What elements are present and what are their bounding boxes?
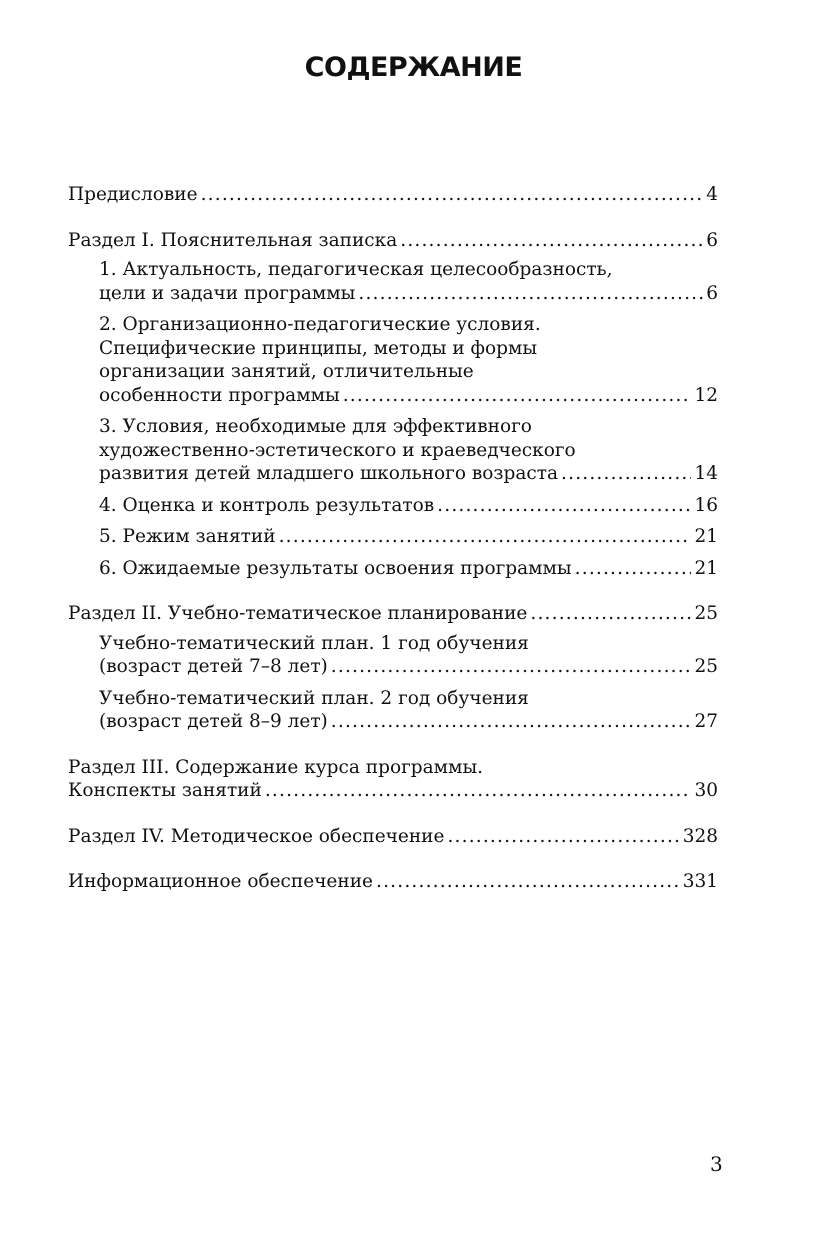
toc-entry-title: 5. Режим занятий xyxy=(99,526,276,547)
dot-leader xyxy=(265,779,692,803)
toc-entry-title: Специфические принципы, методы и формы xyxy=(99,337,538,359)
dot-leader xyxy=(376,870,680,894)
toc-entry-information[interactable] xyxy=(68,870,718,894)
toc-entry-section-1[interactable] xyxy=(68,229,718,253)
dot-leader xyxy=(279,525,692,549)
toc-entry-1-6[interactable] xyxy=(68,557,718,581)
toc-entry-title: Информационное обеспечение xyxy=(68,871,373,892)
toc-entry-title: (возраст детей 8–9 лет) xyxy=(99,711,328,732)
toc-entry-title: Конспекты занятий xyxy=(68,780,262,801)
toc-entry-title: организации занятий, отличительные xyxy=(99,361,474,382)
toc-entry-2-2[interactable] xyxy=(68,687,718,734)
toc-entry-1-1[interactable] xyxy=(68,258,718,305)
toc-entry-title: особенности программы xyxy=(99,384,340,406)
toc-entry-1-4[interactable] xyxy=(68,494,718,518)
toc-entry-title: Раздел IV. Методическое обеспечение xyxy=(68,825,445,847)
toc-entry-title: 6. Ожидаемые результаты освоения программы xyxy=(99,557,572,579)
toc-page-number: 6 xyxy=(706,229,718,251)
dot-leader xyxy=(575,557,692,581)
dot-leader xyxy=(343,384,692,408)
page-number: 3 xyxy=(710,1152,723,1176)
toc-entry-title: Учебно-тематический план. 2 год обучения xyxy=(99,687,529,709)
toc-page-number: 30 xyxy=(694,780,718,801)
toc-entry-title: 3. Условия, необходимые для эффективного xyxy=(99,416,532,437)
toc-entry-2-1[interactable] xyxy=(68,632,718,679)
toc-entry-title: (возраст детей 7–8 лет) xyxy=(99,656,328,677)
toc-entry-title: 4. Оценка и контроль результатов xyxy=(99,494,435,516)
toc-entry-title: Учебно-тематический план. 1 год обучения xyxy=(99,632,529,654)
toc-page-number: 6 xyxy=(706,282,718,304)
toc-page-number: 331 xyxy=(682,871,718,892)
toc-page-number: 328 xyxy=(682,825,718,847)
toc-page-number: 21 xyxy=(694,526,718,547)
toc-page-number: 12 xyxy=(694,384,718,406)
dot-leader xyxy=(437,494,691,518)
dot-leader xyxy=(201,183,704,207)
toc-entry-section-2[interactable] xyxy=(68,602,718,626)
dot-leader xyxy=(530,602,691,626)
toc-entry-1-5[interactable] xyxy=(68,525,718,549)
toc-entry-section-4[interactable] xyxy=(68,825,718,849)
toc-entry-title: художественно-эстетического и краеведческого xyxy=(99,439,576,461)
toc-entry-title: Раздел I. Пояснительная записка xyxy=(68,229,398,251)
toc-page-number: 4 xyxy=(706,184,718,205)
page-title: СОДЕРЖАНИЕ xyxy=(304,52,523,83)
dot-leader xyxy=(331,710,692,734)
toc-entry-1-3[interactable] xyxy=(68,415,718,486)
toc-entry-title: Предисловие xyxy=(68,184,198,205)
toc-page-number: 21 xyxy=(694,557,718,579)
dot-leader xyxy=(561,462,691,486)
toc-entry-title: Раздел II. Учебно-тематическое планирование xyxy=(68,603,528,624)
dot-leader xyxy=(400,229,703,253)
toc-page-number: 25 xyxy=(694,603,718,624)
toc-entry-title: 2. Организационно-педагогические условия. xyxy=(99,314,541,335)
table-of-contents xyxy=(68,183,718,894)
toc-entry-section-3[interactable] xyxy=(68,756,718,803)
toc-page-number: 14 xyxy=(694,463,718,484)
toc-entry-1-2[interactable] xyxy=(68,313,718,407)
dot-leader xyxy=(447,825,679,849)
toc-page-number: 16 xyxy=(694,494,718,516)
toc-page-number: 25 xyxy=(694,656,718,677)
toc-entry-title: развития детей младшего школьного возраста xyxy=(99,463,559,484)
toc-entry-title: 1. Актуальность, педагогическая целесообразность, xyxy=(99,259,613,280)
toc-page-number: 27 xyxy=(694,711,718,732)
dot-leader xyxy=(358,282,703,306)
dot-leader xyxy=(331,655,692,679)
toc-entry-title: цели и задачи программы xyxy=(99,282,356,304)
toc-entry-title: Раздел III. Содержание курса программы. xyxy=(68,756,484,778)
toc-entry-preface[interactable] xyxy=(68,183,718,207)
